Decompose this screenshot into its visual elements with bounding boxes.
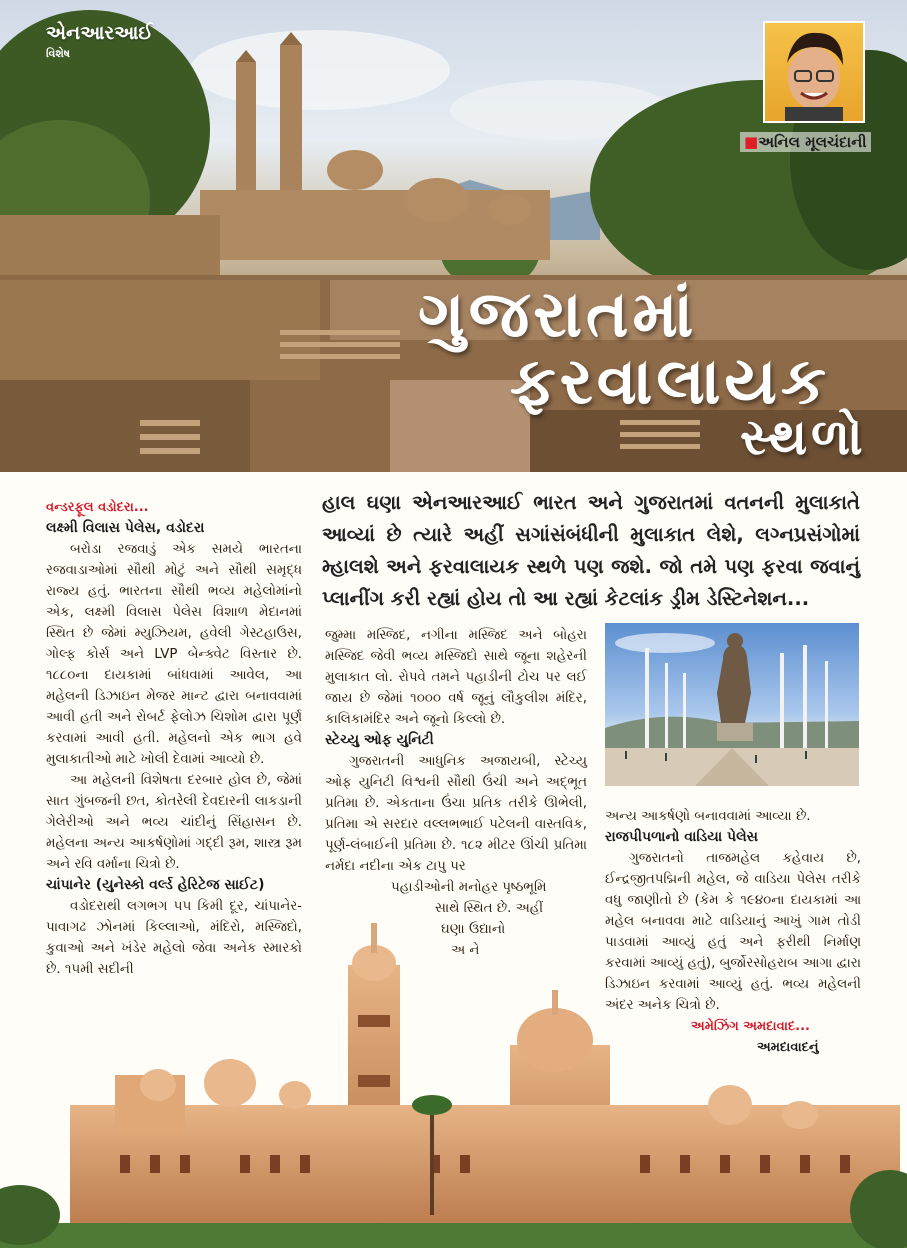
author-portrait-icon [765, 23, 863, 121]
laxmi-vilas-palace-photo [0, 905, 907, 1248]
section-heading: સ્ટેચ્યુ ઓફ યુનિટી [325, 732, 434, 748]
section-kicker: અમેઝિંગ અમદાવાદ... [691, 1019, 810, 1034]
statue-illustration [605, 623, 859, 786]
paragraph: બરોડા રજવાડું એક સમયે ભારતના રજવાડાઓમાં સૌથી મોટું અને સૌથી સમૃદ્ધ રાજ્ય હતું. ભારતના સૌથી ભવ્ય મહેલોમાંનો એક, લક્ષ્મી વિલાસ પેલેસ વિશાળ મેદાનમાં સ્થિત છે જેમાં મ્યુઝિયમ, હવેલી ગેસ્ટહાઉસ, ગોલ્ફ કોર્સ અને LVP બેન્ક્વેટ વિસ્તાર છે. ૧૮૮૦ના દાયકામાં બાંધવામાં આવેલ, આ મહેલની ડિઝાઇન મેજર માન્ટ દ્વારા બનાવવામાં આવી હતી અને રોબર્ટ ફેલોઝ ચિશોમ દ્વારા પૂર્ણ કરવામાં આવી હતી. મહેલનો એક ભાગ હવે મુલાકાતીઓ માટે ખોલી દેવામાં આવ્યો છે. [46, 542, 302, 767]
paragraph-line: સાથે સ્થિત છે. અહીં [435, 901, 544, 916]
intro-paragraph: હાલ ઘણા એનઆરઆઈ ભારત અને ગુજરાતમાં વતનની મુલાકાતે આવ્યાં છે ત્યારે અહીં સગાંસંબંધીની મુલાકાત લેશે, લગ્નપ્રસંગોમાં મ્હાલશે અને ફરવાલાયક સ્થળે પણ જશે. જો તમે પણ ફરવા જવાનું પ્લાનીંગ કરી રહ્યાં હોય તો આ રહ્યાં કેટલાંક ડ્રીમ ડેસ્ટિનેશન... [322, 491, 860, 610]
brand-logo: એનઆરઆઈ [46, 22, 154, 44]
brand-subtitle: વિશેષ [46, 47, 70, 60]
paragraph-line: ઘણા ઉદ્યાનો [441, 922, 506, 937]
paragraph: ગુજરાતની આધુનિક અજાયબી, સ્ટેચ્યુ ઓફ યુનિટી વિશ્વની સૌથી ઉંચી અને અદ્ભૂત પ્રતિમા છે. એકતાના ઉંચા પ્રતિક તરીકે ઊભેલી, પ્રતિમા એ સરદાર વલ્લભભાઈ પટેલની વાસ્તવિક, પૂર્ણ-લંબાઈની પ્રતિમા છે. ૧૮૨ મીટર ઊંચી પ્રતિમા નર્મદા નદીના એક ટાપુ પર [325, 754, 587, 874]
paragraph-line: અ ને [451, 943, 480, 958]
section-kicker: વન્ડરફૂલ વડોદરા... [46, 500, 149, 515]
section-heading: ચાંપાનેર (યુનેસ્કો વર્લ્ડ હેરિટેજ સાઈટ) [46, 877, 265, 893]
section-heading: રાજપીપળાનો વાડિયા પેલેસ [605, 829, 759, 845]
paragraph-line: અન્ય આકર્ષણો બનાવવામાં આવ્યા છે. [605, 809, 811, 824]
palace-illustration [0, 905, 907, 1248]
headline-line-1: ગુજરાતમાં [418, 278, 698, 352]
paragraph-line: પહાડીઓની મનોહર પૃષ્ઠભૂમિ [391, 880, 547, 895]
author-byline [740, 132, 871, 152]
bullet-icon: ■ [744, 133, 759, 151]
section-heading: લક્ષ્મી વિલાસ પેલેસ, વડોદરા [46, 520, 205, 536]
paragraph: આ મહેલની વિશેષતા દરબાર હોલ છે, જેમાં સાત ગુંબજની છત, કોતરેલી દેવદારની લાકડાની ગેલેરીઓ અને ભવ્ય ચાંદીનું સિંહાસન છે. મહેલના અન્ય આકર્ષણોમાં ગદ્દી રૂમ, શાસ્ત્ર રૂમ અને રવિ વર્માના ચિત્રો છે. [46, 773, 302, 872]
paragraph: ગુજરાતનો તાજમહેલ કહેવાય છે, ઈન્દ્રજીતપદ્મિની મહેલ, જે વાડિયા પેલેસ તરીકે વધુ જાણીતો છે (કેમ કે ૧૯૪૦ના દાયકામાં આ મહેલ બનાવવા માટે વાડિયાનું આખું ગામ તોડી પાડવામાં આવ્યું હતું અને ફરીથી નિર્માણ કરવામાં આવ્યું હતું), બુર્જોરસોહરાબ આગા દ્વારા ડિઝાઇન કરવામાં આવ્યું હતું. ભવ્ય મહેલની અંદર અનેક ચિત્રો છે. [605, 851, 861, 1013]
author-name: અનિલ મૂલચંદાની [758, 133, 867, 151]
author-photo [763, 21, 865, 123]
paragraph: જુમ્મા મસ્જિદ, નગીના મસ્જિદ અને બોહરા મસ્જિદ જેવી ભવ્ય મસ્જિદો સાથે જૂના શહેરની મુલાકાત લો. રોપવે તમને પહાડીની ટોચ પર લઈ જાય છે જેમાં ૧૦૦૦ વર્ષ જૂનું લૌકુલીશ મંદિર, કાલિકામંદિર અને જૂનો કિલ્લો છે. [325, 628, 587, 727]
paragraph: વડોદરાથી લગભગ ૫૫ કિમી દૂર, ચાંપાનેર-પાવાગઢ ઝોનમાં કિલ્લાઓ, મંદિરો, મસ્જિદો, કુવાઓ અને ખંડેર મહેલો જેવા અનેક સ્મારકો છે. ૧૫મી સદીની [46, 899, 302, 977]
section-heading: અમદાવાદનું [757, 1040, 819, 1055]
headline-line-2: ફરવાલાયક [510, 345, 830, 419]
headline-line-3: સ્થળો [740, 408, 867, 466]
statue-of-unity-photo [605, 623, 859, 786]
